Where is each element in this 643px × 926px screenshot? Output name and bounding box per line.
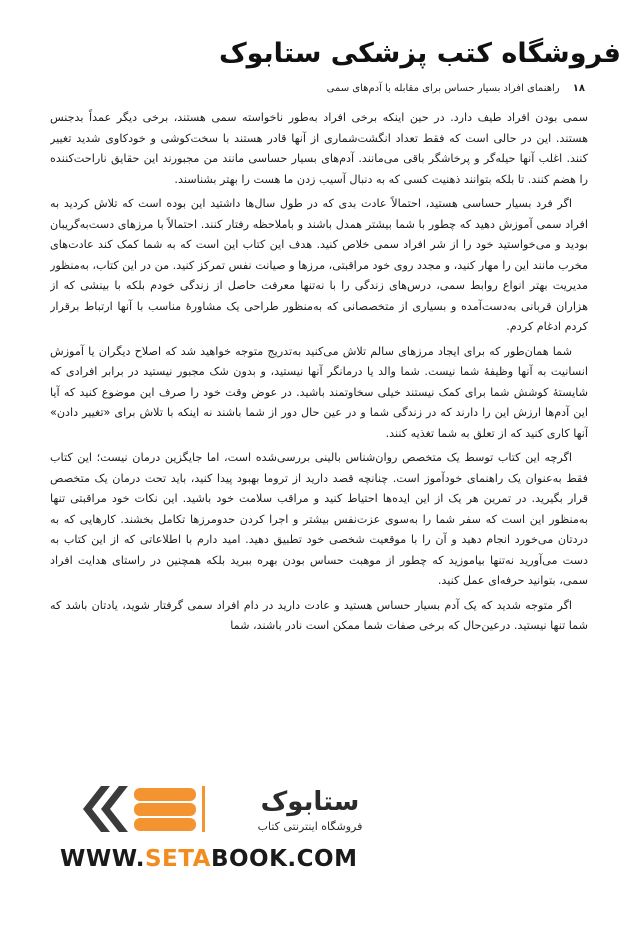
- logo-graphic-icon: [70, 778, 400, 840]
- paragraph: شما همان‌طور که برای ایجاد مرزهای سالم تلاش می‌کنید به‌تدریج متوجه خواهید شد که اصلاح دیگران یا آموزش انسانیت به آنها وظیفهٔ شما نیست. شما والد یا درمانگر آنها نیستید، و بدون شک مجبور نیستید در برابر افرادی که شایستهٔ کوشش شما برای کمک نیستند خیلی سخاوتمند باشید. در عوض وقت خود را صرف این موضوع کنید که آیا این آدم‌ها ارزش این را دارند که در زندگی شما و در عین حال دور از شما باشند نه اینکه با تلاش برای «تغییر دادن» آنها کاری کنید که از تعلق به شما تغذیه کنند.: [50, 344, 588, 440]
- url-highlight: SETA: [144, 846, 211, 872]
- store-title: فروشگاه کتب پزشکی ستابوک: [218, 38, 621, 69]
- logo-tagline: فروشگاه اینترنتی کتاب: [257, 820, 363, 833]
- running-head: [25, 83, 585, 94]
- logo-brand-text: ستابوک: [260, 787, 360, 817]
- url-suffix: BOOK.COM: [210, 846, 358, 872]
- paragraph: سمی بودن افراد طیف دارد. در حین اینکه برخی افراد به‌طور ناخواسته سمی هستند، برخی دیگر عمداً بدجنس هستند. این در حالی است که فقط تعداد انگشت‌شماری از آنها قادر هستند با سخت‌کوشی و خودکاوی شدید تغییر کنند. اغلب آنها حیله‌گر و پرخاشگر باقی می‌مانند. آدم‌های بسیار حساسی مانند من مجبورند این حقایق ناراحت‌کننده را هضم کنند. تا بلکه بتوانند ذهنیت کسی که به دنبال آسیب زدن ما هست را بهتر بشناسند.: [50, 111, 588, 186]
- page-number: ۱۸: [572, 83, 585, 94]
- setabook-logo: [70, 778, 400, 840]
- paragraph: اگر فرد بسیار حساسی هستید، احتمالاً عادت بدی که در طول سال‌ها داشتید این بوده است که تلاش کردید به افراد سمی آموزش دهید که چطور با شما بیشتر همدل باشند و باملاحظه رفتار کنند. احتمالاً با مرزهای دست‌به‌گریبان بودید و می‌خواستید خود را از شر افراد سمی خلاص کنید. هدف این کتاب این است که به شما کمک کند عادت‌های مخرب مانند این را مهار کنید، و مجدد روی خود مراقبتی، مرزها و صیانت نفس تمرکز کنید. من در این کتاب، به‌منظور مدیریت بهتر انواع روابط سمی، درس‌های زندگی را با نه‌تنها معرفت حاصل از زندگی خودم بلکه با بینشی که از هزاران قربانی به‌دست‌آمده و بسیاری از متخصصانی که به‌منظور طراحی یک مشاورهٔ مناسب با آنها ارتباط برقرار کردم ادغام کردم.: [50, 197, 588, 333]
- website-url: [60, 846, 420, 872]
- url-prefix: WWW.: [60, 846, 145, 872]
- paragraph: اگرچه این کتاب توسط یک متخصص روان‌شناس بالینی بررسی‌شده است، اما جایگزین درمان نیست؛ این کتاب فقط به‌عنوان یک راهنمای خودآموز است. چنانچه قصد دارید از تروما بهبود پیدا کنید، باید تحت درمان یک متخصص قرار بگیرید. در تمرین هر یک از این ایده‌ها احتیاط کنید و مراقب سلامت خود باشید. این نکات خود مراقبتی تنها به‌منظور این است که سفر شما را به‌سوی عزت‌نفس بیشتر و اجرا کردن حدومرزها تکامل بخشند. کارهایی که به دردتان می‌خورد انجام دهید و آن را با موقعیت شخصی خود تطبیق دهید. امید دارم با اطلاعاتی که از این کتاب به دست می‌آورید نه‌تنها بیاموزید که چطور از موهبت حساس بودن بهره ببرید بلکه همچنین در راستای هدایت افراد سمی، بتوانید حرفه‌ای عمل کنید.: [50, 451, 588, 587]
- page-body: [50, 108, 588, 848]
- chapter-title: راهنمای افراد بسیار حساس برای مقابله با آدم‌های سمی: [326, 83, 560, 94]
- paragraph: اگر متوجه شدید که یک آدم بسیار حساس هستید و عادت دارید در دام افراد سمی گرفتار شوید، یادتان باشد که شما تنها نیستید. درعین‌حال که برخی صفات شما ممکن است نادر باشند، شما: [50, 598, 588, 632]
